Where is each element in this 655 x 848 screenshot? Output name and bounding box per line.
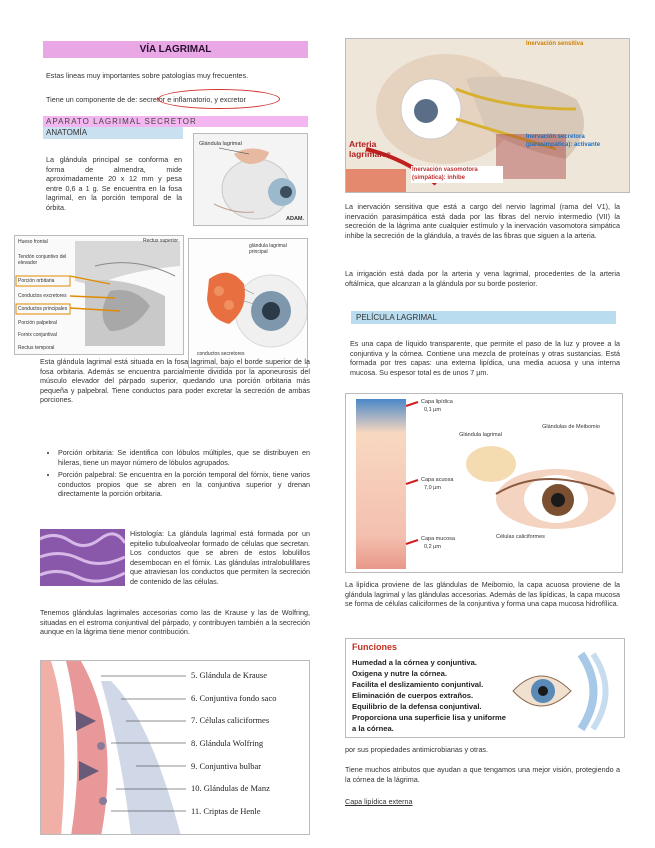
eye-label-1: conductos secretores <box>197 351 245 357</box>
accessory-label-8: 8. Glándula Wolfring <box>191 738 264 748</box>
diagram-label-6: Fornix conjuntival <box>18 332 57 338</box>
annotation-oval <box>158 89 280 109</box>
portions-list <box>44 448 310 502</box>
diagram-label-3: Conductos excretores <box>18 293 67 299</box>
irrigation-paragraph: La irrigación está dada por la arteria y vena lagrimal, procedentes de la arteria oftálmica, que alcanzan a la glándula por su borde posterior. <box>345 269 620 288</box>
functions-title: Funciones <box>352 642 398 652</box>
bullet-orbital: • Porción orbitaria: Se identifica con lóbulos múltiples, que se distribuyen en hileras, tiene un mayor número de lóbulos agrupados. <box>58 448 310 467</box>
label-secretory: Inervación secretora (parasimpática): activante <box>526 134 601 148</box>
function-item-0: Humedad a la córnea y conjuntiva. <box>352 658 477 667</box>
functions-box <box>345 638 625 738</box>
attributes-paragraph: Tiene muchos atributos que ayudan a que tengamos una mejor visión, protegiendo a la córnea de la lágrima. <box>345 765 620 784</box>
histology-paragraph: Histología: La glándula lagrimal está formada por un epitelio tubuloalveolar formado de células que secretan. Los conductos que se abren de estos lobulillos desembocan en el fórnix. Las glándulas intralobulillares que atraviesan los conductos que permiten la secreción de contenido de las células. <box>130 529 310 586</box>
functions-list <box>352 657 507 734</box>
gland-location-paragraph: Esta glándula lagrimal está situada en la fosa lagrimal, bajo el borde superior de la fosa orbitaria. Además se encuentra parcialmente dividida por la aponeurosis del músculo elevador del párpado superior, quedando una porción orbitaria más pequeña y palpebral. Tiene conductos para poder excretar la secreción de ambas porciones. <box>40 357 310 405</box>
tear-film-paragraph: Es una capa de líquido transparente, que permite el paso de la luz y provee a la conjuntiva y la córnea. Contiene una mezcla de proteínas y otras sustancias. Está formada por tres capas: una externa lipídica, una media acuosa y una interna mucosa. Su espesor total es de unos 7 µm. <box>350 339 620 377</box>
accessory-label-7: 7. Células caliciformes <box>191 715 270 725</box>
anatomy-paragraph: La glándula principal se conforma en forma de almendra, mide aproximadamente 20 x 12 mm y pesa entre 0,6 a 1 g. Se encuentra en la fosa lagrimal, en la porción temporal de la órbita. <box>46 155 182 212</box>
accessory-glands-figure <box>40 660 310 835</box>
function-item-3: Eliminación de cuerpos extraños. <box>352 691 474 700</box>
label-sensitive: Inervación sensitiva <box>526 41 584 47</box>
intro-line-1: Estas lineas muy importantes sobre patologías muy frecuentes. <box>46 71 249 80</box>
diagram-label-1: Tendón conjuntivo del elevador <box>18 254 67 266</box>
diagram-label-5: Porción palpebral <box>18 320 57 326</box>
eye-gland-image <box>188 238 308 368</box>
function-item-1: Oxigena y nutre la córnea. <box>352 669 447 678</box>
innervation-paragraph: La inervación sensitiva que está a cargo del nervio lagrimal (rama del V1), la inervación parasimpática está dada por las fibras del nervio intermedio (VII) la secreción de la lágrima ante cualquier estímulo y la inervación vasomotora simpática inhibe la secreción de la glándula, a través de las fibras que siguen a la arteria. <box>345 202 620 240</box>
diagram-label-8: Rectus superior <box>143 238 179 244</box>
page-title: VÍA LAGRIMAL <box>43 41 308 58</box>
innervation-image <box>345 38 630 193</box>
adam-logo: ADAM. <box>286 216 305 222</box>
subheader-anatomia: ANATOMÍA <box>43 127 183 139</box>
properties-paragraph: por sus propiedades antimicrobianas y otras. <box>345 745 489 754</box>
lipid-layer-heading: Capa lipídica externa <box>345 797 413 806</box>
diagram-label-2: Porción orbitaria <box>18 278 55 284</box>
tear-label-lipid: Capa lipídica <box>421 399 453 405</box>
tear-label-aqueous: Capa acuosa <box>421 477 454 483</box>
accessory-glands-paragraph: Tenemos glándulas lagrimales accesorias como las de Krause y las de Wolfring, situadas en el estroma conjuntival del párpado, y contribuyen también a la secreción aunque en la lágrima tiene menor contribución. <box>40 608 310 637</box>
layers-origin-paragraph: La lipídica proviene de las glándulas de Meibomio, la capa acuosa proviene de la glándula lagrimal y las glándulas accesorias. Además de las lipídicas, la capa mucosa se forma de células caliciformes de la conjuntiva y forma una capa mucosa hidrofílica. <box>345 580 620 609</box>
diagram-label-0: Hueso frontal <box>18 239 48 245</box>
adam-label: Glándula lagrimal <box>199 141 242 147</box>
histology-image <box>40 529 125 586</box>
gland-anatomy-diagram <box>14 235 184 355</box>
function-item-2: Facilita el deslizamiento conjuntival. <box>352 680 484 689</box>
intro-line-2: Tiene un componente de de: secretor e inflamatorio, y excretor <box>46 95 246 104</box>
tear-label-lacrimal: Glándula lagrimal <box>459 432 502 438</box>
adam-eye-image <box>193 133 308 226</box>
accessory-labels <box>191 670 276 828</box>
eye-label-0: glándula lagrimal principal <box>249 243 287 255</box>
accessory-label-9: 9. Conjuntiva bulbar <box>191 761 262 771</box>
tear-label-goblet: Células caliciformes <box>496 534 545 540</box>
eye-layers-icon <box>511 649 621 734</box>
function-item-4: Equilibrio de la defensa conjuntival. <box>352 702 482 711</box>
tear-label-mucous: Capa mucosa <box>421 536 455 542</box>
tear-label-aqueous-val: 7,0 µm <box>424 485 441 491</box>
function-item-5: Proporciona una superficie lisa y uniforme a la córnea. <box>352 713 507 733</box>
accessory-label-6: 6. Conjuntiva fondo saco <box>191 693 277 703</box>
diagram-label-7: Rectus temporal <box>18 345 55 351</box>
tear-label-meibomian: Glándulas de Meibomio <box>542 424 600 430</box>
diagram-label-4: Conductos principales <box>18 306 68 312</box>
accessory-label-11: 11. Criptas de Henle <box>191 806 261 816</box>
accessory-label-10: 10. Glándulas de Manz <box>191 783 270 793</box>
tear-label-mucous-val: 0,2 µm <box>424 544 441 550</box>
label-vasomotor: Inervación vasomotora (simpática): inhibe <box>411 166 503 183</box>
label-artery: Arteria lagrimales <box>349 139 392 159</box>
section-header-secretor: APARATO LAGRIMAL SECRETOR <box>43 116 308 127</box>
subheader-pelicula: PELÍCULA LAGRIMAL <box>351 311 616 324</box>
accessory-label-5: 5. Glándula de Krause <box>191 670 268 680</box>
tear-film-figure <box>345 393 623 573</box>
bullet-palpebral: • Porción palpebral: Se encuentra en la porción temporal del fórnix, tiene varios conductos propios que se abren en la conjuntiva superior y drenan directamente la porción orbitaria. <box>58 470 310 499</box>
tear-label-lipid-val: 0,1 µm <box>424 407 441 413</box>
